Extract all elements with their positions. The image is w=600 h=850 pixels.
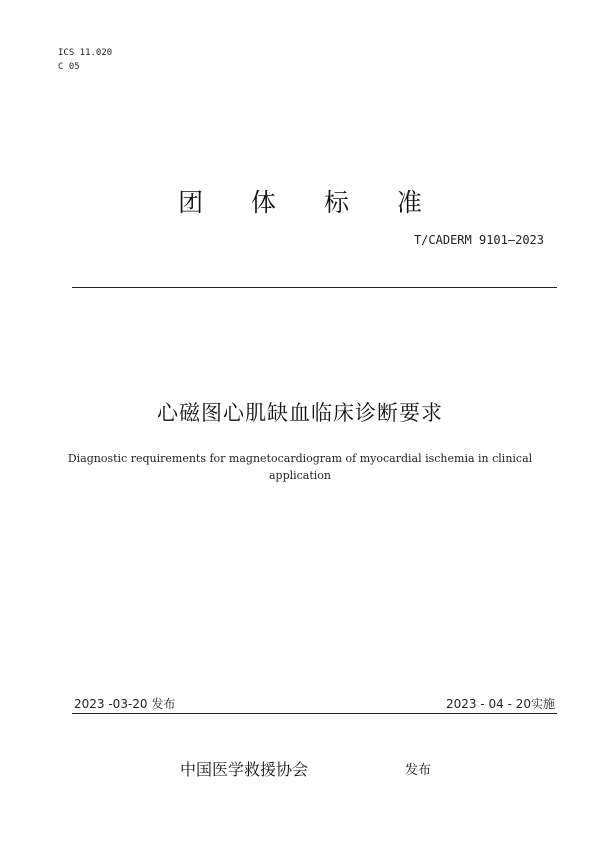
ics-code: ICS 11.020 <box>58 48 113 58</box>
top-divider <box>72 287 557 288</box>
classification-codes <box>58 46 112 74</box>
bottom-divider <box>72 713 557 714</box>
implementation-date: 2023 - 04 - 20实施 <box>446 697 555 711</box>
publish-label: 发布 <box>405 763 432 778</box>
standard-type-heading: 团 体 标 准 <box>178 188 442 217</box>
standard-number: T/CADERM 9101—2023 <box>413 233 544 247</box>
publisher-name: 中国医学救援协会 <box>180 760 309 779</box>
document-title-chinese: 心磁图心肌缺血临床诊断要求 <box>157 401 443 425</box>
ccs-code: C 05 <box>58 62 80 72</box>
issue-date: 2023 -03-20 发布 <box>74 697 176 711</box>
document-title-english: Diagnostic requirements for magnetocardiogram of myocardial ischemia in clinical application <box>67 452 533 482</box>
